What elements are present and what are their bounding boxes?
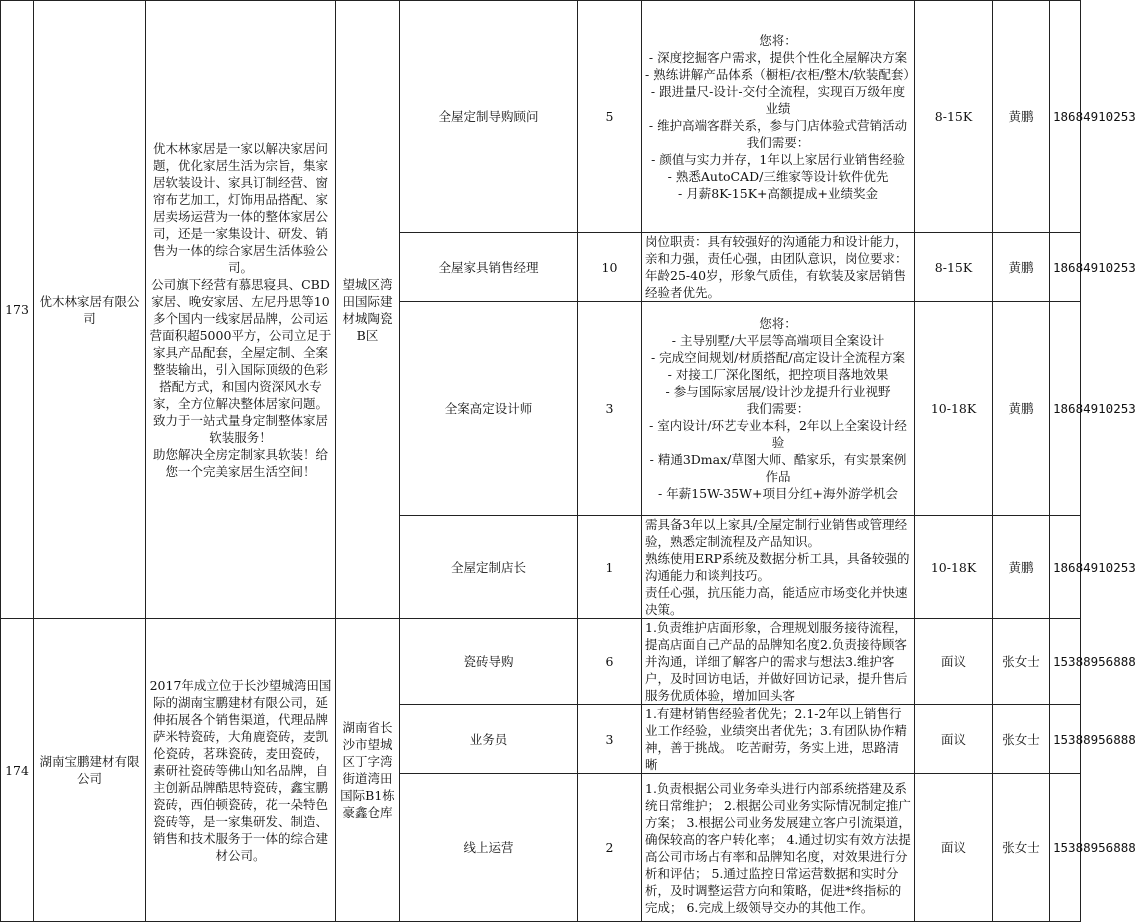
- company-intro-p2: 公司旗下经营有慕思寝具、CBD家居、晚安家居、左尼丹思等10多个国内一线家居品牌，公司运营面积超5000平方，公司立足于家具产品配套，全屋定制、全案整装输出，引入国际顶级的色彩搭配方式，和国内资深风水专家，全方位解决整体居家问题。致力于一站式量身定制整体家居软装服务！: [149, 276, 332, 445]
- job-duties: [642, 619, 915, 705]
- contact-phone: 18684910253: [1050, 233, 1081, 302]
- job-salary: 面议: [915, 705, 993, 774]
- company-address: 湖南省长沙市望城区丁字湾街道湾田国际B1栋豪鑫仓库: [336, 619, 400, 922]
- duty-line: - 颜值与实力并存，1年以上家居行业销售经验: [651, 151, 905, 167]
- duty-line: - 精通3Dmax/草图大师、酷家乐，有实景案例作品: [649, 452, 907, 484]
- duty-line: - 月薪8K-15K+高额提成+业绩奖金: [678, 185, 878, 201]
- job-duties: [642, 516, 915, 619]
- job-title: 线上运营: [400, 774, 578, 922]
- job-duties: [642, 233, 915, 302]
- company-intro-p1: 优木林家居是一家以解决家居问题，优化家居生活为宗旨，集家居软装设计、家具订制经营、窗帘布艺加工，灯饰用品搭配、家居卖场运营为一体的整体家居公司，还是一家集设计、研发、销售为一体的综合家居生活体验公司。: [152, 140, 328, 275]
- contact-phone: 15388956888: [1050, 619, 1081, 705]
- contact-phone: 15388956888: [1050, 705, 1081, 774]
- duty-line: - 跟进量尺-设计-交付全流程，实现百万级年度业绩: [650, 83, 906, 116]
- duty-line: 岗位职责：具有较强好的沟通能力和设计能力，亲和力强，责任心强，由团队意识，岗位要求：年龄25-40岁，形象气质佳，有软装及家居销售经验者优先。: [645, 234, 908, 300]
- contact-person: 张女士: [993, 705, 1050, 774]
- job-duties: [642, 705, 915, 774]
- table-row: [1, 1, 1081, 233]
- contact-person: 黄鹏: [993, 233, 1050, 302]
- duty-line: - 完成空间规划/材质搭配/高定设计全流程方案: [650, 350, 906, 365]
- duty-line: - 熟悉AutoCAD/三维家等设计软件优先: [667, 168, 889, 184]
- job-count: 1: [578, 516, 642, 619]
- table-row: [1, 619, 1081, 705]
- duty-line: 您将：: [759, 32, 797, 48]
- row-number: 174: [1, 619, 34, 922]
- job-title: 全屋定制导购顾问: [400, 1, 578, 233]
- job-title: 全屋家具销售经理: [400, 233, 578, 302]
- company-name: 优木林家居有限公司: [34, 1, 146, 619]
- job-salary: 10-18K: [915, 516, 993, 619]
- job-title: 业务员: [400, 705, 578, 774]
- job-count: 3: [578, 705, 642, 774]
- contact-phone: 18684910253: [1050, 516, 1081, 619]
- duty-line: 1.负责根据公司业务牵头进行内部系统搭建及系统日常维护； 2.根据公司业务实际情况制定推广方案； 3.根据公司业务发展建立客户引流渠道，确保较高的客户转化率； 4.通过切实有效方法提高公司市场占有率和品牌知名度，对效果进行分析和评估； 5.通过监控日常运营数据和实时分析，及时调整运营方向和策略，促进*终指标的完成； 6.完成上级领导交办的其他工作。: [645, 780, 911, 915]
- duty-line: - 主导别墅/大平层等高端项目全案设计: [671, 333, 885, 348]
- job-duties: [642, 302, 915, 516]
- job-title: 全屋定制店长: [400, 516, 578, 619]
- duty-line: 1.负责维护店面形象，合理规划服务接待流程，提高店面自己产品的品牌知名度2.负责接待顾客并沟通，详细了解客户的需求与想法3.维护客户，及时回访电话，并做好回访记录，提升售后服务优质体验，增加回头客: [645, 620, 908, 703]
- job-count: 2: [578, 774, 642, 922]
- contact-person: 张女士: [993, 774, 1050, 922]
- duty-line: - 熟练讲解产品体系（橱柜/衣柜/整木/软装配套）: [645, 66, 916, 82]
- job-salary: 面议: [915, 774, 993, 922]
- company-intro: 2017年成立位于长沙望城湾田国际的湖南宝鹏建材有限公司，延伸拓展各个销售渠道，代理品牌萨米特瓷砖，大角鹿瓷砖，麦凯伦瓷砖，茗珠瓷砖，麦田瓷砖，素研社瓷砖等佛山知名品牌，自主创新品牌酷思特瓷砖，鑫宝鹏瓷砖，西伯顿瓷砖，花一朵特色瓷砖等，是一家集研发、制造、销售和技术服务于一体的综合建材公司。: [146, 619, 336, 922]
- duty-line: - 维护高端客群关系，参与门店体验式营销活动: [648, 117, 908, 133]
- duty-line: 我们需要：: [746, 401, 810, 416]
- duty-line: 责任心强，抗压能力高，能适应市场变化并快速决策。: [645, 585, 908, 617]
- contact-person: 张女士: [993, 619, 1050, 705]
- duty-line: 1.有建材销售经验者优先；2.1-2年以上销售行业工作经验，业绩突出者优先；3.有团队协作精神，善于挑战。 吃苦耐劳，务实上进，思路清晰: [645, 706, 907, 772]
- duty-line: - 参与国际家居展/设计沙龙提升行业视野: [665, 384, 891, 399]
- duty-line: - 深度挖掘客户需求，提供个性化全屋解决方案: [648, 49, 908, 65]
- duty-line: 我们需要：: [746, 134, 810, 150]
- job-count: 6: [578, 619, 642, 705]
- job-count: 10: [578, 233, 642, 302]
- contact-person: 黄鹏: [993, 302, 1050, 516]
- company-address: 望城区湾田国际建材城陶瓷B区: [336, 1, 400, 619]
- duty-line: 您将：: [759, 316, 797, 331]
- contact-phone: 18684910253: [1050, 1, 1081, 233]
- job-salary: 8-15K: [915, 233, 993, 302]
- company-name: 湖南宝鹏建材有限公司: [34, 619, 146, 922]
- row-number: 173: [1, 1, 34, 619]
- company-intro: [146, 1, 336, 619]
- job-title: 全案高定设计师: [400, 302, 578, 516]
- contact-phone: 18684910253: [1050, 302, 1081, 516]
- contact-phone: 15388956888: [1050, 774, 1081, 922]
- job-count: 3: [578, 302, 642, 516]
- duty-line: - 室内设计/环艺专业本科，2年以上全案设计经验: [649, 418, 907, 450]
- contact-person: 黄鹏: [993, 1, 1050, 233]
- job-title: 瓷砖导购: [400, 619, 578, 705]
- duty-line: - 年薪15W-35W+项目分红+海外游学机会: [658, 486, 898, 501]
- company-intro-p3: 助您解决全房定制家具软装！给您一个完美家居生活空间！: [152, 446, 328, 479]
- job-salary: 8-15K: [915, 1, 993, 233]
- job-count: 5: [578, 1, 642, 233]
- duty-line: 熟练使用ERP系统及数据分析工具，具备较强的沟通能力和谈判技巧。: [645, 551, 910, 583]
- job-duties: [642, 1, 915, 233]
- job-duties: [642, 774, 915, 922]
- job-salary: 面议: [915, 619, 993, 705]
- contact-person: 黄鹏: [993, 516, 1050, 619]
- job-salary: 10-18K: [915, 302, 993, 516]
- duty-line: - 对接工厂深化图纸，把控项目落地效果: [667, 367, 889, 382]
- duty-line: 需具备3年以上家具/全屋定制行业销售或管理经验，熟悉定制流程及产品知识。: [645, 517, 908, 549]
